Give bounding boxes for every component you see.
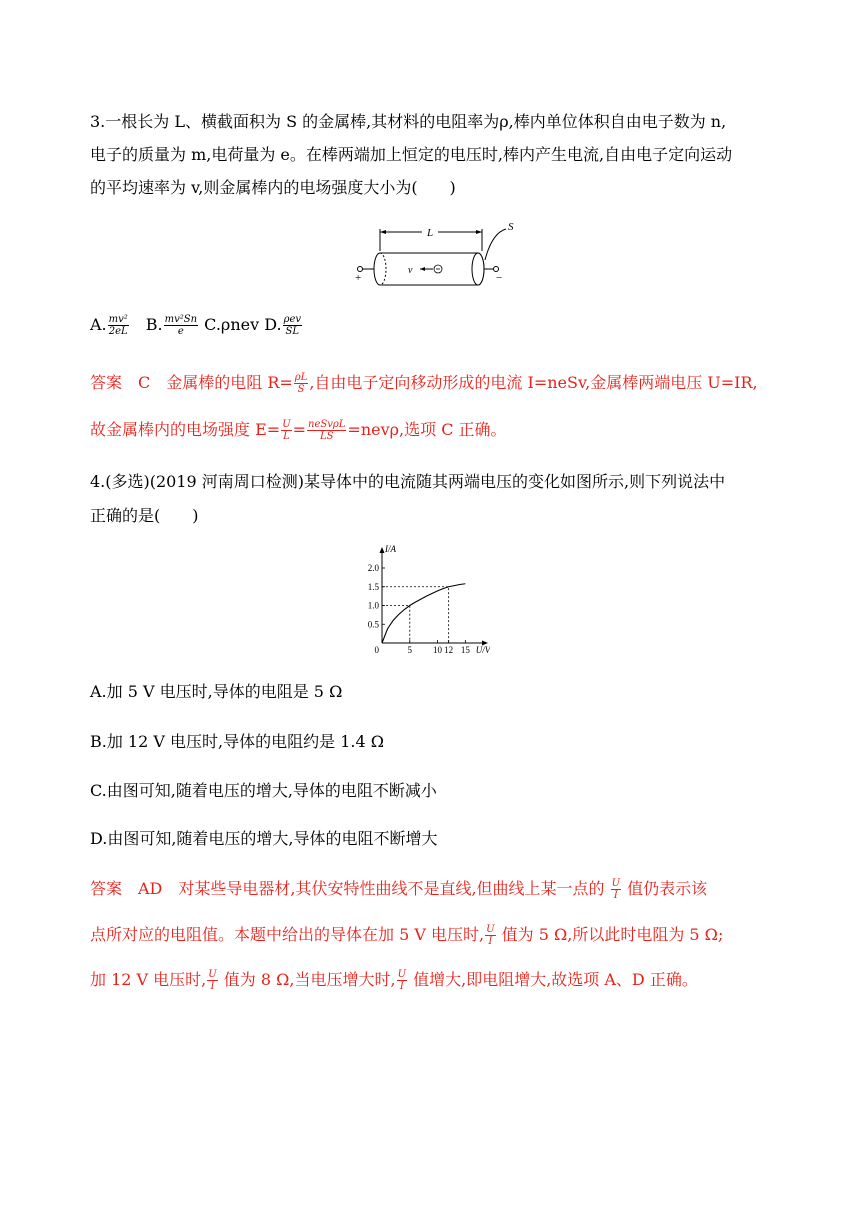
x-tick-label: 12 (444, 645, 454, 655)
velocity-label: v (408, 265, 413, 276)
q3-answer-line-2: 故金属棒内的电场强度 E= $\frac{U}{L}$ = $\frac{\text{neSvρL}}{LS}$ =nevρ,选项 C 正确。 (90, 419, 507, 442)
q3-option-c: C.ρnev (204, 315, 260, 334)
dashed-guide (382, 606, 410, 644)
y-tick-label: 1.0 (367, 600, 379, 611)
a-numerator: mv² (108, 314, 128, 325)
y-tick-label: 1.5 (367, 581, 379, 592)
q3-line-3: 的平均速率为 v,则金属棒内的电场强度大小为( ) (90, 178, 456, 197)
iv-chart (360, 545, 490, 655)
y-axis-label: I/A (385, 545, 396, 554)
q4-line-1: 4.(多选)(2019 河南周口检测)某导体中的电流随其两端电压的变化如图所示,则下列说法中 (90, 472, 726, 491)
x-tick-label: 15 (460, 645, 470, 655)
y-tick-label: 2.0 (367, 563, 379, 573)
x-tick-label: 5 (407, 645, 413, 655)
plus-terminal: + (355, 272, 362, 284)
q3-option-b: B. $\frac{\text{mv²Sn}}{e}$ (145, 314, 198, 337)
b-denominator: e (177, 326, 184, 337)
q4-option-d: D.由图可知,随着电压的增大,导体的电阻不断增大 (90, 829, 438, 848)
q3-line-1: 3.一根长为 L、横截面积为 S 的金属棒,其材料的电阻率为ρ,棒内单位体积自由电子数为 n, (90, 112, 727, 131)
x-axis-label: U/V (475, 645, 490, 655)
q3-line-2: 电子的质量为 m,电荷量为 e。在棒两端加上恒定的电压时,棒内产生电流,自由电子定向运动 (90, 145, 733, 164)
b-numerator: mv²Sn (164, 314, 198, 325)
origin-label: 0 (374, 645, 379, 655)
q4-option-b: B.加 12 V 电压时,导体的电阻约是 1.4 Ω (90, 732, 384, 751)
q3-option-a: A. $\frac{\text{mv²}}{2eL}$ (90, 314, 128, 337)
q3-option-d: D. $\frac{\text{ρev}}{SL}$ (264, 314, 302, 337)
minus-terminal: − (496, 272, 503, 284)
q4-option-a: A.加 5 V 电压时,导体的电阻是 5 Ω (90, 682, 343, 701)
x-tick-label: 10 (433, 645, 443, 655)
dashed-guide (382, 587, 449, 643)
q4-answer-line-3: 加 12 V 电压时, $\frac{U}{I}$ 值为 8 Ω,当电压增大时, $\frac{U}{I}$ 值增大,即电阻增大,故选项 A、D 正确。 (90, 969, 698, 992)
rod-area-label: S (508, 221, 514, 233)
iv-curve (382, 584, 465, 643)
metal-rod-figure (350, 215, 520, 290)
q4-answer-line-2: 点所对应的电阻值。本题中给出的导体在加 5 V 电压时, $\frac{U}{I}$ 值为 5 Ω,所以此时电阻为 5 Ω; (90, 924, 724, 947)
q4-line-2: 正确的是( ) (90, 506, 199, 525)
q4-option-c: C.由图可知,随着电压的增大,导体的电阻不断减小 (90, 781, 437, 800)
d-numerator: ρev (283, 314, 302, 325)
q4-answer-line-1: 答案 AD 对某些导电器材,其伏安特性曲线不是直线,但曲线上某一点的 $\frac{U}{I}$ 值仍表示该 (90, 878, 708, 901)
y-axis-arrow (380, 547, 385, 553)
q3-options (90, 314, 303, 337)
q3-answer-line-1: 答案 C 金属棒的电阻 R= $\frac{\rho L}{S}$ ,自由电子定向移动形成的电流 I=neSv,金属棒两端电压 U=IR, (90, 372, 758, 395)
rod-length-label: L (426, 227, 434, 239)
y-tick-label: 0.5 (367, 619, 379, 630)
d-denominator: SL (285, 326, 300, 337)
a-denominator: 2eL (108, 326, 128, 337)
